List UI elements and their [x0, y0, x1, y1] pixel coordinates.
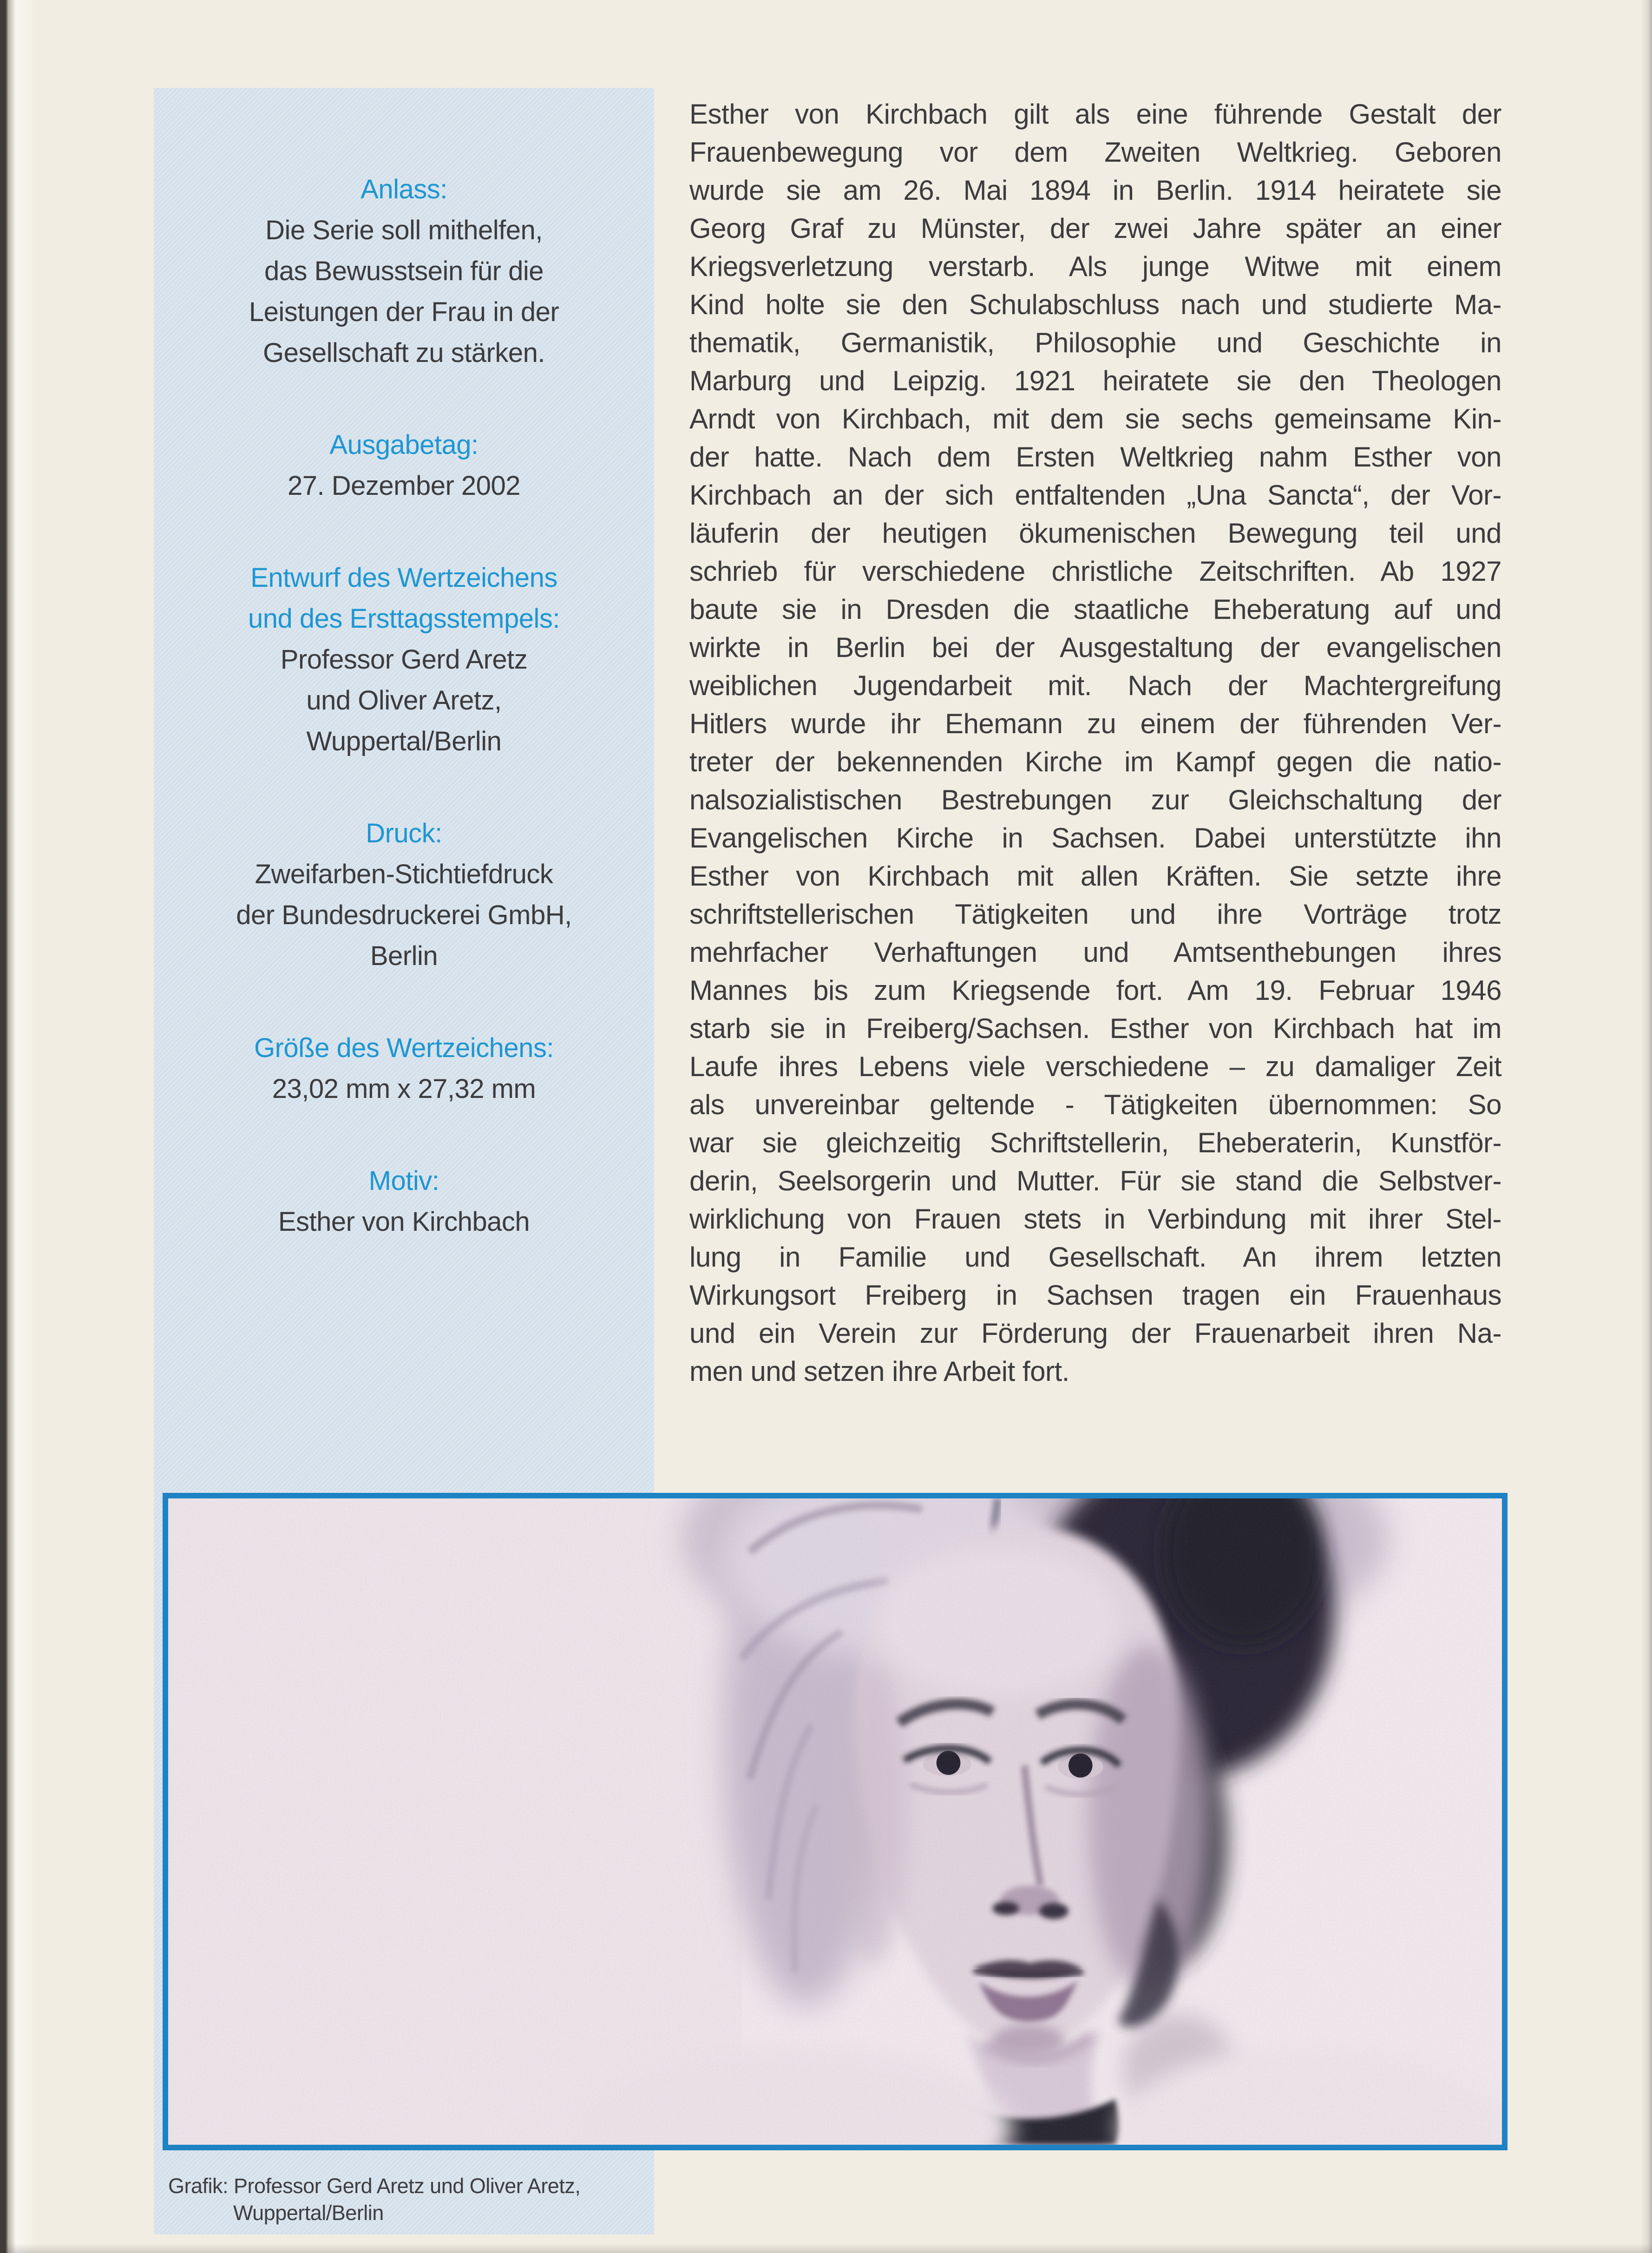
sidebar-body-line: 27. Dezember 2002 — [288, 471, 520, 501]
portrait-esther-von-kirchbach-illustration — [168, 1498, 1502, 2145]
article-line: Evangelischen Kirche in Sachsen. Dabei unterstützte ihn — [689, 822, 1501, 854]
article-line: derin, Seelsorgerin und Mutter. Für sie stand die Selbstver- — [689, 1165, 1501, 1196]
article-line: Wirkungsort Freiberg in Sachsen tragen ein Frauenhaus — [689, 1280, 1501, 1311]
article-line: Kriegsverletzung verstarb. Als junge Witwe mit einem — [689, 251, 1501, 282]
sidebar-heading-line: Größe des Wertzeichens: — [254, 1033, 554, 1063]
sidebar-body-line: Berlin — [370, 941, 438, 971]
article-line: thematik, Germanistik, Philosophie und Geschichte in — [689, 327, 1501, 358]
article-line: Hitlers wurde ihr Ehemann zu einem der führenden Ver- — [689, 708, 1501, 739]
article-line: der hatte. Nach dem Ersten Weltkrieg nahm Esther von — [689, 441, 1501, 473]
sidebar-groups — [154, 88, 654, 1242]
article-line: Kind holte sie den Schulabschluss nach und studierte Ma- — [689, 289, 1501, 320]
article-line: wurde sie am 26. Mai 1894 in Berlin. 1914 heiratete sie — [689, 175, 1501, 206]
article-line: Mannes bis zum Kriegsende fort. Am 19. Februar 1946 — [689, 975, 1501, 1006]
article-line: war sie gleichzeitig Schriftstellerin, Eheberaterin, Kunstför- — [689, 1127, 1501, 1158]
sidebar-body-line: Wuppertal/Berlin — [306, 726, 502, 756]
article-line: wirklichung von Frauen stets in Verbindung mit ihrer Stel- — [689, 1203, 1501, 1235]
sidebar-group — [154, 558, 654, 762]
page-bottom-edge-shadow — [0, 2244, 1652, 2253]
sidebar-body-line: Leistungen der Frau in der — [249, 297, 559, 327]
article-line: Esther von Kirchbach gilt als eine führende Gestalt der — [689, 99, 1501, 130]
article-line: und ein Verein zur Förderung der Frauenarbeit ihren Na- — [689, 1318, 1501, 1349]
sidebar-body-line: Gesellschaft zu stärken. — [263, 338, 545, 368]
article-line: Laufe ihres Lebens viele verschiedene – zu damaliger Zeit — [689, 1051, 1501, 1082]
sidebar-group — [154, 425, 654, 506]
page-right-edge-shadow — [1640, 0, 1652, 2253]
sidebar-heading-line: Druck: — [366, 818, 442, 848]
sidebar-group — [154, 169, 654, 374]
portrait-photo — [163, 1493, 1508, 2150]
sidebar-body-line: Die Serie soll mithelfen, — [265, 215, 543, 245]
sidebar-body-line: und Oliver Aretz, — [306, 685, 502, 716]
article-line: weiblichen Jugendarbeit mit. Nach der Machtergreifung — [689, 670, 1501, 701]
article-line: mehrfacher Verhaftungen und Amtsenthebungen ihres — [689, 937, 1501, 968]
article-line: nalsozialistischen Bestrebungen zur Gleichschaltung der — [689, 784, 1501, 815]
article-line: Frauenbewegung vor dem Zweiten Weltkrieg. Geboren — [689, 137, 1501, 168]
article-line: men und setzen ihre Arbeit fort. — [689, 1356, 1069, 1387]
article-line: baute sie in Dresden die staatliche Eheberatung auf und — [689, 594, 1501, 625]
sidebar-heading-line: und des Ersttagsstempels: — [248, 604, 560, 634]
photo-credit-caption — [168, 2173, 679, 2227]
article-line: Esther von Kirchbach mit allen Kräften. Sie setzte ihre — [689, 860, 1501, 892]
sidebar-body-line: Zweifarben-Stichtiefdruck — [255, 859, 553, 889]
sidebar-body-line: 23,02 mm x 27,32 mm — [272, 1074, 536, 1104]
article-line: wirkte in Berlin bei der Ausgestaltung der evangelischen — [689, 632, 1501, 663]
sidebar-heading-line: Ausgabetag: — [329, 430, 479, 460]
article-line: Georg Graf zu Münster, der zwei Jahre später an einer — [689, 213, 1501, 244]
article-line: Arndt von Kirchbach, mit dem sie sechs gemeinsame Kin- — [689, 403, 1501, 434]
article-line: Marburg und Leipzig. 1921 heiratete sie den Theologen — [689, 365, 1501, 396]
page-left-edge-shadow — [0, 0, 37, 2253]
photo-credit-line: Wuppertal/Berlin — [233, 2201, 384, 2225]
sidebar-heading-line: Anlass: — [361, 174, 447, 204]
article-text — [689, 95, 1501, 1391]
sidebar-group — [154, 1028, 654, 1110]
sidebar-body-line: Professor Gerd Aretz — [280, 644, 528, 675]
photo-credit-line: Grafik: Professor Gerd Aretz und Oliver Aretz, — [168, 2174, 581, 2198]
sidebar-body-line: Esther von Kirchbach — [278, 1207, 530, 1237]
sidebar-heading-line: Motiv: — [368, 1166, 439, 1196]
article-line: schriftstellerischen Tätigkeiten und ihre Vorträge trotz — [689, 899, 1501, 930]
article-line: treter der bekennenden Kirche im Kampf gegen die natio- — [689, 746, 1501, 777]
sidebar-group — [154, 1161, 654, 1242]
sidebar-body-line: der Bundesdruckerei GmbH, — [236, 900, 572, 930]
article-line: läuferin der heutigen ökumenischen Bewegung teil und — [689, 518, 1501, 549]
sidebar-heading-line: Entwurf des Wertzeichens — [250, 563, 557, 593]
article-line: starb sie in Freiberg/Sachsen. Esther von Kirchbach hat im — [689, 1013, 1501, 1044]
sidebar-body-line: das Bewusstsein für die — [264, 256, 544, 286]
article-line: als unvereinbar geltende - Tätigkeiten übernommen: So — [689, 1089, 1501, 1120]
article-line: Kirchbach an der sich entfaltenden „Una Sancta“, der Vor- — [689, 480, 1501, 511]
article-line: schrieb für verschiedene christliche Zeitschriften. Ab 1927 — [689, 556, 1501, 587]
article-line: lung in Familie und Gesellschaft. An ihrem letzten — [689, 1241, 1501, 1273]
sidebar-group — [154, 813, 654, 977]
